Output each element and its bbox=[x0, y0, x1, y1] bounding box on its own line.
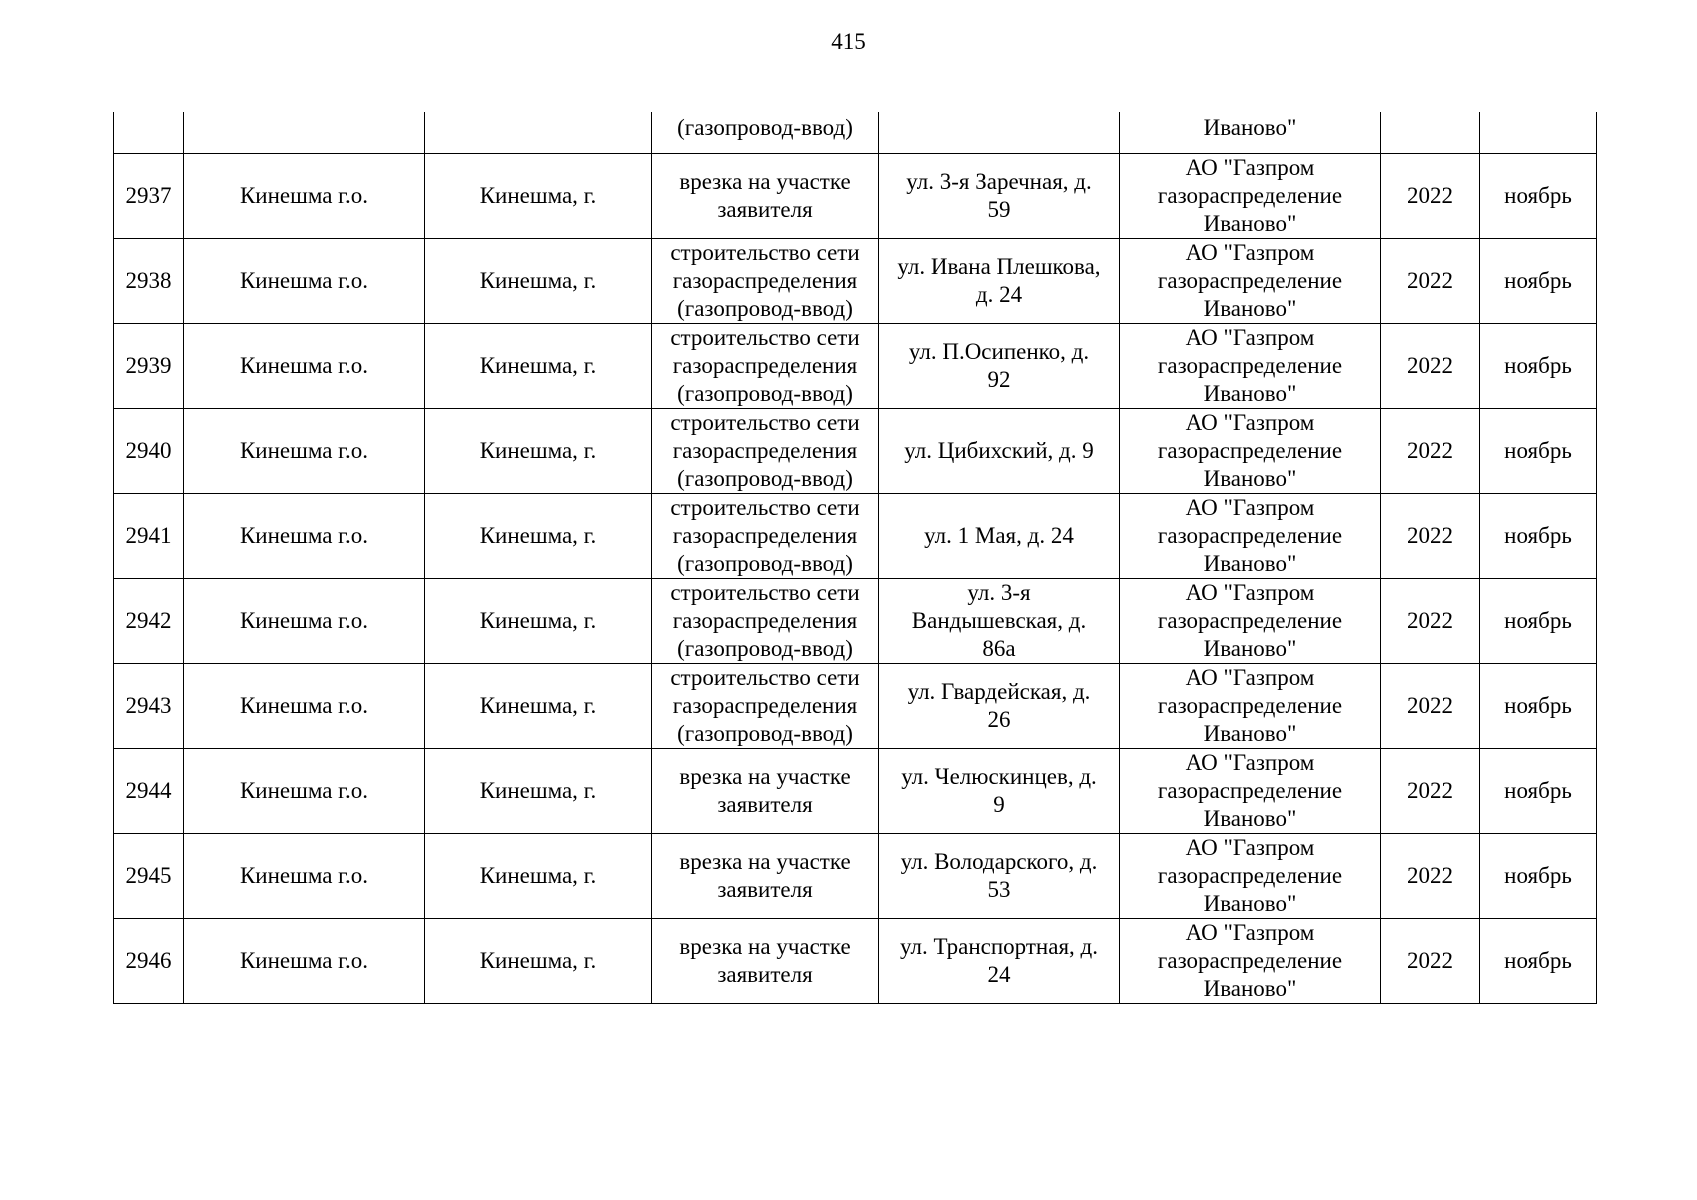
cell-settlement: Кинешма, г. bbox=[425, 493, 652, 578]
cell-year bbox=[1381, 112, 1480, 153]
table-row bbox=[114, 238, 1597, 323]
cell-number: 2941 bbox=[114, 493, 184, 578]
cell-number: 2944 bbox=[114, 748, 184, 833]
cell-address: ул. Транспортная, д. 24 bbox=[879, 918, 1120, 1003]
cell-organization: АО "Газпром газораспределение Иваново" bbox=[1120, 153, 1381, 238]
cell-number: 2938 bbox=[114, 238, 184, 323]
cell-organization: АО "Газпром газораспределение Иваново" bbox=[1120, 408, 1381, 493]
table-row bbox=[114, 833, 1597, 918]
cell-work-type: строительство сети газораспределения (газопровод-ввод) bbox=[652, 238, 879, 323]
cell-year: 2022 bbox=[1381, 748, 1480, 833]
cell-address: ул. Челюскинцев, д. 9 bbox=[879, 748, 1120, 833]
cell-month: ноябрь bbox=[1480, 918, 1597, 1003]
table-row bbox=[114, 153, 1597, 238]
cell-month: ноябрь bbox=[1480, 833, 1597, 918]
cell-number: 2942 bbox=[114, 578, 184, 663]
cell-district: Кинешма г.о. bbox=[184, 323, 425, 408]
table-row bbox=[114, 918, 1597, 1003]
cell-settlement: Кинешма, г. bbox=[425, 238, 652, 323]
cell-work-type: врезка на участке заявителя bbox=[652, 918, 879, 1003]
cell-work-type: строительство сети газораспределения (газопровод-ввод) bbox=[652, 493, 879, 578]
table-row bbox=[114, 323, 1597, 408]
cell-address: ул. Ивана Плешкова, д. 24 bbox=[879, 238, 1120, 323]
table-row bbox=[114, 748, 1597, 833]
cell-address: ул. Володарского, д. 53 bbox=[879, 833, 1120, 918]
cell-organization: АО "Газпром газораспределение Иваново" bbox=[1120, 323, 1381, 408]
cell-organization: АО "Газпром газораспределение Иваново" bbox=[1120, 748, 1381, 833]
cell-district: Кинешма г.о. bbox=[184, 918, 425, 1003]
cell-month: ноябрь bbox=[1480, 663, 1597, 748]
cell-address: ул. Гвардейская, д. 26 bbox=[879, 663, 1120, 748]
cell-address: ул. П.Осипенко, д. 92 bbox=[879, 323, 1120, 408]
cell-month: ноябрь bbox=[1480, 323, 1597, 408]
cell-month: ноябрь bbox=[1480, 493, 1597, 578]
cell-district: Кинешма г.о. bbox=[184, 748, 425, 833]
cell-settlement: Кинешма, г. bbox=[425, 833, 652, 918]
cell-work-type: строительство сети газораспределения (газопровод-ввод) bbox=[652, 408, 879, 493]
cell-month bbox=[1480, 112, 1597, 153]
cell-month: ноябрь bbox=[1480, 408, 1597, 493]
cell-year: 2022 bbox=[1381, 238, 1480, 323]
cell-year: 2022 bbox=[1381, 153, 1480, 238]
cell-settlement: Кинешма, г. bbox=[425, 748, 652, 833]
cell-address: ул. 3-я Вандышевская, д. 86а bbox=[879, 578, 1120, 663]
cell-address: ул. Цибихский, д. 9 bbox=[879, 408, 1120, 493]
table-row bbox=[114, 663, 1597, 748]
cell-work-type: (газопровод-ввод) bbox=[652, 112, 879, 153]
cell-number: 2940 bbox=[114, 408, 184, 493]
cell-year: 2022 bbox=[1381, 408, 1480, 493]
table-body bbox=[114, 112, 1597, 1003]
cell-year: 2022 bbox=[1381, 493, 1480, 578]
cell-settlement bbox=[425, 112, 652, 153]
cell-district: Кинешма г.о. bbox=[184, 238, 425, 323]
cell-month: ноябрь bbox=[1480, 748, 1597, 833]
cell-organization: АО "Газпром газораспределение Иваново" bbox=[1120, 663, 1381, 748]
cell-district: Кинешма г.о. bbox=[184, 153, 425, 238]
cell-district: Кинешма г.о. bbox=[184, 408, 425, 493]
cell-work-type: строительство сети газораспределения (газопровод-ввод) bbox=[652, 578, 879, 663]
gasification-schedule-table bbox=[113, 112, 1597, 1004]
table-row bbox=[114, 578, 1597, 663]
page-number: 415 bbox=[831, 29, 866, 54]
cell-number: 2946 bbox=[114, 918, 184, 1003]
cell-year: 2022 bbox=[1381, 663, 1480, 748]
cell-month: ноябрь bbox=[1480, 238, 1597, 323]
cell-number: 2943 bbox=[114, 663, 184, 748]
cell-settlement: Кинешма, г. bbox=[425, 408, 652, 493]
cell-organization: АО "Газпром газораспределение Иваново" bbox=[1120, 493, 1381, 578]
cell-district: Кинешма г.о. bbox=[184, 833, 425, 918]
cell-work-type: строительство сети газораспределения (газопровод-ввод) bbox=[652, 323, 879, 408]
cell-number bbox=[114, 112, 184, 153]
cell-work-type: строительство сети газораспределения (газопровод-ввод) bbox=[652, 663, 879, 748]
cell-year: 2022 bbox=[1381, 833, 1480, 918]
cell-address: ул. 1 Мая, д. 24 bbox=[879, 493, 1120, 578]
cell-district: Кинешма г.о. bbox=[184, 578, 425, 663]
cell-address: ул. 3-я Заречная, д. 59 bbox=[879, 153, 1120, 238]
cell-district: Кинешма г.о. bbox=[184, 493, 425, 578]
cell-settlement: Кинешма, г. bbox=[425, 323, 652, 408]
table-row bbox=[114, 408, 1597, 493]
cell-year: 2022 bbox=[1381, 918, 1480, 1003]
cell-district: Кинешма г.о. bbox=[184, 663, 425, 748]
cell-month: ноябрь bbox=[1480, 578, 1597, 663]
table-row-continuation bbox=[114, 112, 1597, 153]
cell-year: 2022 bbox=[1381, 323, 1480, 408]
cell-month: ноябрь bbox=[1480, 153, 1597, 238]
cell-organization: АО "Газпром газораспределение Иваново" bbox=[1120, 238, 1381, 323]
table-row bbox=[114, 493, 1597, 578]
cell-organization: Иваново" bbox=[1120, 112, 1381, 153]
cell-year: 2022 bbox=[1381, 578, 1480, 663]
cell-settlement: Кинешма, г. bbox=[425, 578, 652, 663]
cell-work-type: врезка на участке заявителя bbox=[652, 833, 879, 918]
cell-address bbox=[879, 112, 1120, 153]
cell-settlement: Кинешма, г. bbox=[425, 663, 652, 748]
cell-settlement: Кинешма, г. bbox=[425, 153, 652, 238]
cell-number: 2939 bbox=[114, 323, 184, 408]
cell-number: 2937 bbox=[114, 153, 184, 238]
cell-work-type: врезка на участке заявителя bbox=[652, 153, 879, 238]
cell-work-type: врезка на участке заявителя bbox=[652, 748, 879, 833]
cell-organization: АО "Газпром газораспределение Иваново" bbox=[1120, 918, 1381, 1003]
cell-district bbox=[184, 112, 425, 153]
cell-settlement: Кинешма, г. bbox=[425, 918, 652, 1003]
cell-organization: АО "Газпром газораспределение Иваново" bbox=[1120, 578, 1381, 663]
cell-number: 2945 bbox=[114, 833, 184, 918]
cell-organization: АО "Газпром газораспределение Иваново" bbox=[1120, 833, 1381, 918]
